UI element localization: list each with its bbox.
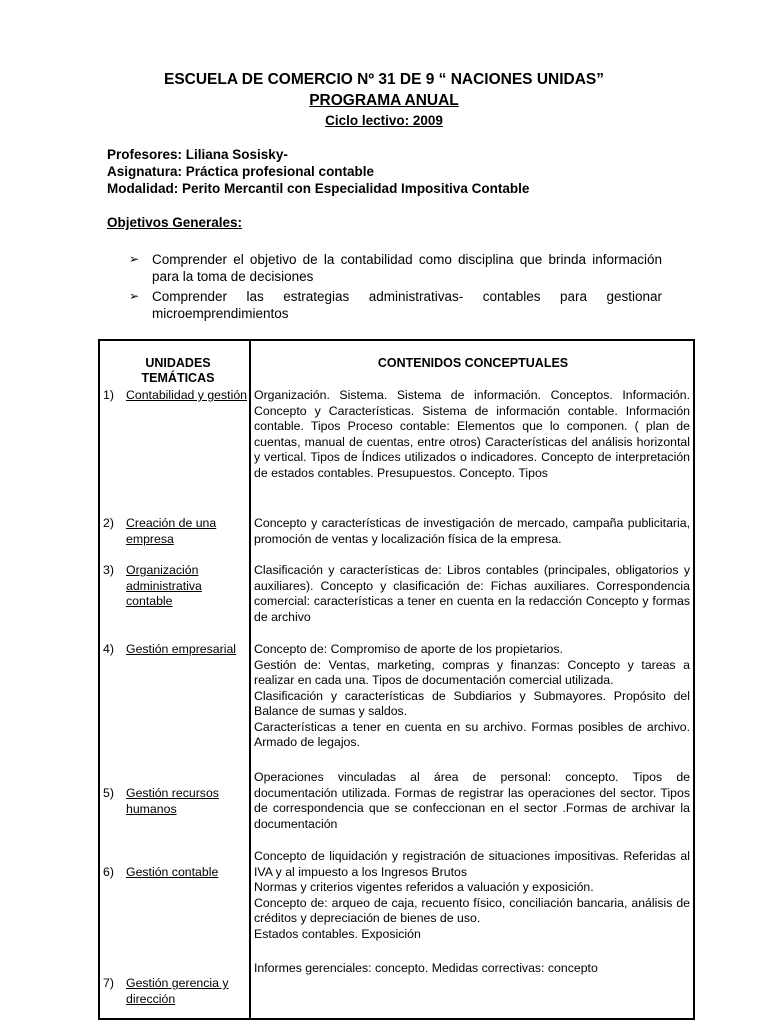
unit-name: Contabilidad y gestión: [126, 388, 247, 402]
unit-number: 5): [103, 786, 114, 800]
content-cell: [254, 388, 690, 481]
school-title: ESCUELA DE COMERCIO Nº 31 DE 9 “ NACIONES UNIDAS”: [163, 71, 604, 88]
objective-text: Comprender las estrategias administrativas- contables para gestionar microemprendimientos: [152, 289, 662, 321]
content-paragraph: Operaciones vinculadas al área de personal: concepto. Tipos de documentación utilizada. Formas de registrar las operaciones del sector. Tipos de correspondencia que se confeccionan en el sector .Formas de archivar la documentación: [254, 770, 690, 831]
objective-item: [129, 251, 662, 285]
unit-number: 3): [103, 563, 114, 577]
objective-item: [129, 288, 662, 322]
unit-number: 2): [103, 516, 114, 530]
content-paragraph: Clasificación y características de Subdiarios y Submayores. Propósito del Balance de sumas y saldos.: [254, 688, 690, 718]
content-cell: [254, 770, 690, 832]
unit-name: Gestión contable: [126, 865, 219, 879]
units-column-header: UNIDADES TEMÁTICAS: [141, 356, 215, 385]
content-cell: [254, 849, 690, 942]
unit-name: Gestión recursos humanos: [126, 786, 219, 816]
unit-name: Gestión empresarial: [126, 642, 237, 656]
content-paragraph: Informes gerenciales: concepto. Medidas correctivas: concepto: [254, 961, 598, 975]
objective-text: Comprender el objetivo de la contabilidad como disciplina que brinda información para la toma de decisiones: [152, 252, 662, 284]
arrow-bullet-icon: ➢: [129, 252, 140, 266]
content-paragraph: Organización. Sistema. Sistema de información. Conceptos. Información. Concepto y Características. Sistema de información contable. Información contable. Tipos Proceso contable: Elementos que lo componen. ( plan de cuentas, manual de cuentas, entre otros) Características del análisis horizontal y vertical. Tipos de Índices utilizados o indicadores. Concepto de interpretación de estados contables. Presupuestos. Concepto. Tipos: [254, 388, 690, 480]
objectives-title: Objetivos Generales:: [107, 215, 243, 230]
unit-name: Creación de una empresa: [126, 516, 217, 546]
unit-cell: [103, 865, 247, 881]
unit-number: 4): [103, 642, 114, 656]
modality-line: Modalidad: Perito Mercantil con Especialidad Impositiva Contable: [107, 181, 530, 196]
program-title: PROGRAMA ANUAL: [309, 92, 459, 109]
content-cell: [254, 563, 690, 625]
content-cell: [254, 642, 690, 751]
unit-cell: [103, 516, 247, 547]
unit-number: 1): [103, 388, 114, 402]
subject-line: Asignatura: Práctica profesional contable: [107, 164, 375, 179]
cycle-label: Ciclo lectivo: 2009: [325, 113, 443, 128]
table-column-divider: [249, 339, 251, 1020]
content-paragraph: Concepto de: arqueo de caja, recuento físico, conciliación bancaria, análisis de créditos y depreciación de bienes de uso.: [254, 895, 690, 925]
content-paragraph: Concepto de liquidación y registración de situaciones impositivas. Referidas al IVA y al impuesto a los Ingresos Brutos: [254, 849, 690, 879]
content-cell: [254, 516, 690, 547]
unit-number: 6): [103, 865, 114, 879]
content-paragraph: Concepto y características de investigación de mercado, campaña publicitaria, promoción de ventas y localización física de la empresa.: [254, 516, 690, 546]
arrow-bullet-icon: ➢: [129, 289, 140, 303]
unit-cell: [103, 642, 247, 658]
unit-name: Gestión gerencia y dirección: [126, 976, 229, 1006]
unit-cell: [103, 388, 247, 404]
contents-column-header: CONTENIDOS CONCEPTUALES: [377, 356, 569, 370]
content-paragraph: Clasificación y características de: Libros contables (principales, obligatorios y auxiliares). Concepto y clasificación de: Fichas auxiliares. Correspondencia comercial: características a tener en cuenta en la redacción Concepto y formas de archivo: [254, 563, 690, 624]
content-paragraph: Características a tener en cuenta en su archivo. Formas posibles de archivo. Armado de legajos.: [254, 719, 690, 749]
content-paragraph: Gestión de: Ventas, marketing, compras y finanzas: Concepto y tareas a realizar en cada una. Tipos de documentación comercial utilizada.: [254, 657, 690, 687]
content-paragraph: Concepto de: Compromiso de aporte de los propietarios.: [254, 642, 563, 656]
unit-cell: [103, 976, 247, 1007]
unit-cell: [103, 563, 247, 610]
unit-number: 7): [103, 976, 114, 990]
unit-name: Organización administrativa contable: [126, 563, 202, 608]
unit-cell: [103, 786, 247, 817]
content-cell: [254, 961, 690, 977]
content-paragraph: Estados contables. Exposición: [254, 926, 421, 941]
content-paragraph: Normas y criterios vigentes referidos a valuación y exposición.: [254, 880, 594, 894]
professors-line: Profesores: Liliana Sosisky-: [107, 147, 288, 162]
